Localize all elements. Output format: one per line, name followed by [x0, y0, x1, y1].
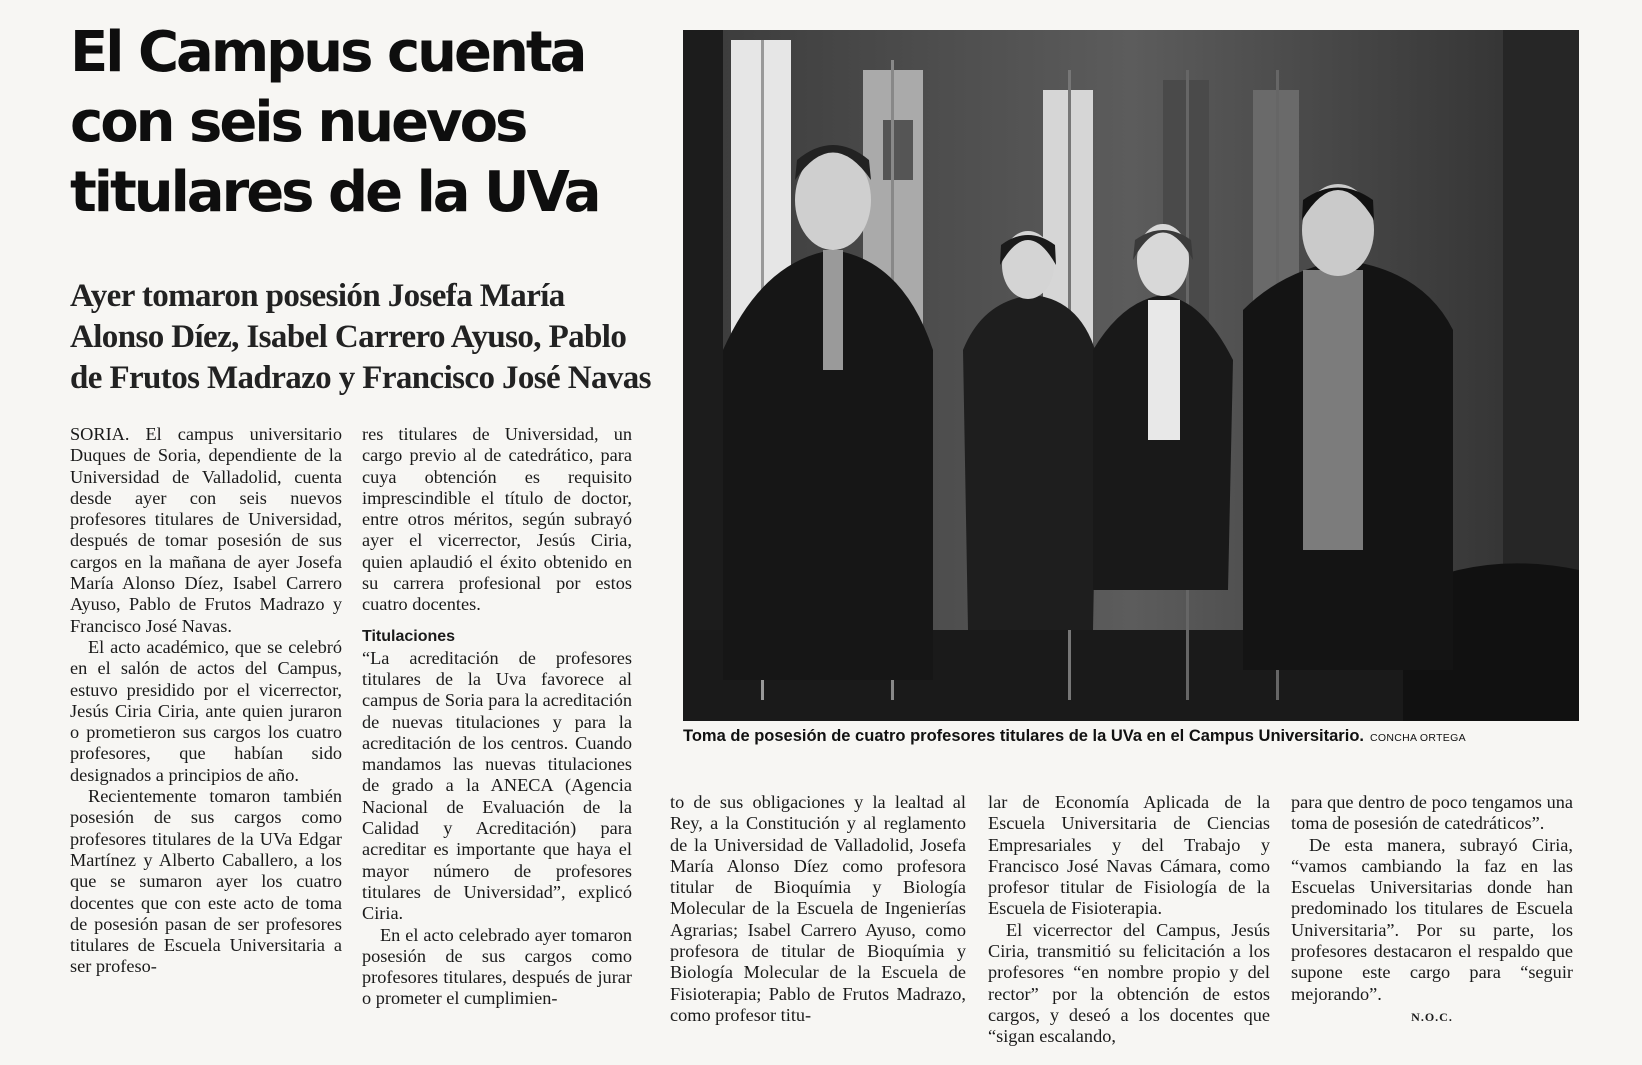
photo-caption — [683, 727, 1583, 746]
subhead-line: Ayer tomaron posesión Josefa María — [70, 278, 565, 314]
paragraph: El acto académico, que se celebró en el salón de actos del Campus, estuvo presidido por el vicerrector, Jesús Ciria Ciria, ante quien juraron o prometieron sus cargos los cuatro profesores, que habían sido designados a principios de año. — [70, 636, 342, 785]
article-column-3 — [670, 792, 966, 1026]
section-heading: Titulaciones — [362, 627, 456, 645]
headline — [70, 18, 630, 228]
headline-line: El Campus cuenta — [70, 20, 585, 85]
headline-line: titulares de la UVa — [70, 160, 599, 225]
headline-line: con seis nuevos — [70, 90, 526, 155]
subheadline — [70, 276, 650, 399]
paragraph: Recientemente tomaron también posesión de sus cargos como profesores titulares de la UVa Edgar Martínez y Alberto Caballero, a los que se sumaron ayer los cuatro docentes que con este acto de toma de posesión pasan de ser profesores titulares de Escuela Universitaria a ser profeso- — [70, 786, 342, 977]
subhead-line: de Frutos Madrazo y Francisco José Navas — [70, 360, 651, 396]
article-photo — [683, 30, 1579, 721]
paragraph: “La acreditación de profesores titulares de la Uva favorece al campus de Soria para la acreditación de nuevas titulaciones y para la acreditación de los centros. Cuando mandamos las nuevas titulaciones de grado a la ANECA (Agencia Nacional de Evaluación de la Calidad y Acreditación) para acreditar es importante que haya el mayor número de profesores titulares de Universidad”, explicó Ciria. — [362, 647, 632, 924]
paragraph: lar de Economía Aplicada de la Escuela Universitaria de Ciencias Empresariales y del Trabajo y Francisco José Navas Cámara, como profesor titular de Fisiología de la Escuela de Fisioterapia. — [988, 792, 1270, 919]
article-column-4 — [988, 792, 1270, 1048]
paragraph: El vicerrector del Campus, Jesús Ciria, transmitió su felicitación a los profesores “en nombre propio y del rector” por la obtención de estos cargos, y deseó a los docentes que “sigan escalando, — [988, 919, 1270, 1047]
paragraph: para que dentro de poco tengamos una toma de posesión de catedráticos”. — [1291, 792, 1573, 834]
paragraph: SORIA. El campus universitario Duques de Soria, dependiente de la Universidad de Valladolid, cuenta desde ayer con seis nuevos profesores titulares de Universidad, después de tomar posesión de sus cargos en la mañana de ayer Josefa María Alonso Díez, Isabel Carrero Ayuso, Pablo de Frutos Madrazo y Francisco José Navas. — [70, 424, 342, 636]
author-signature: N.O.C. — [1411, 1009, 1453, 1024]
photo-illustration — [683, 30, 1579, 721]
paragraph: to de sus obligaciones y la lealtad al Rey, a la Constitución y al reglamento de la Universidad de Valladolid, Josefa María Alonso Díez como profesora titular de Bioquímia y Biología Molecular de la Escuela de Ingenierías Agrarias; Isabel Carrero Ayuso, como profesora de titular de Bioquímia y Biología Molecular de la Escuela de Fisioterapia; Pablo de Frutos Madrazo, como profesor titu- — [670, 792, 966, 1025]
paragraph: res titulares de Universidad, un cargo previo al de catedrático, para cuya obtención es requisito imprescindible el título de doctor, entre otros méritos, según subrayó ayer el vicerrector, Jesús Ciria, quien aplaudió el éxito obtenido en su carrera profesional por estos cuatro docentes. — [362, 424, 632, 615]
caption-text: Toma de posesión de cuatro profesores titulares de la UVa en el Campus Universitario. — [683, 727, 1364, 745]
paragraph: De esta manera, subrayó Ciria, “vamos cambiando la faz en las Escuelas Universitarias donde han predominado los titulares de Escuela Universitaria”. Por su parte, los profesores destacaron el respaldo que supone este cargo para “seguir mejorando”. — [1291, 834, 1573, 1004]
article-column-1 — [70, 424, 342, 978]
article-column-5 — [1291, 792, 1573, 1028]
article-column-2 — [362, 424, 632, 1010]
paragraph: En el acto celebrado ayer tomaron posesión de sus cargos como profesores titulares, después de jurar o prometer el cumplimien- — [362, 924, 632, 1009]
subhead-line: Alonso Díez, Isabel Carrero Ayuso, Pablo — [70, 319, 627, 355]
photo-credit: CONCHA ORTEGA — [1369, 732, 1466, 744]
